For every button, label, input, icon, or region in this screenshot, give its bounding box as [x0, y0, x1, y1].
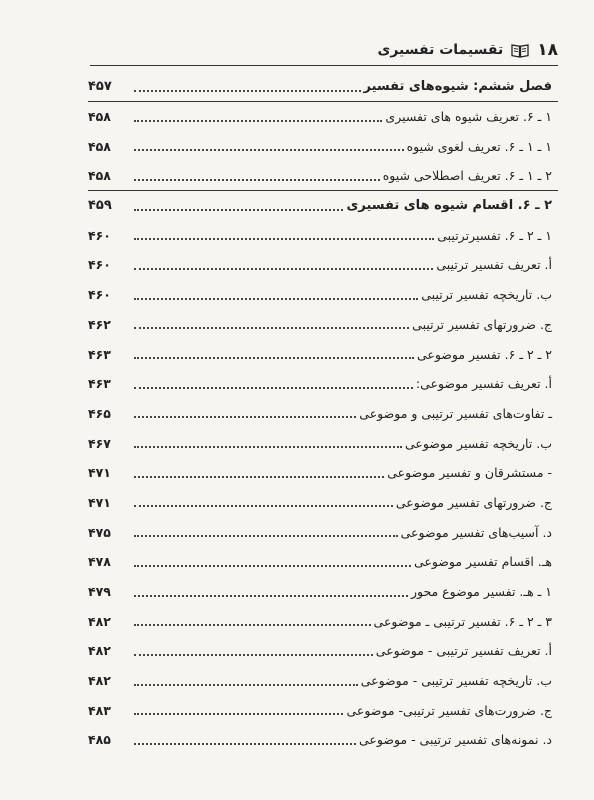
toc-entry-page-number: ۴۷۱	[88, 465, 111, 481]
toc-entry-title: ۲ ـ ۲ ـ ۶. تفسیر موضوعی	[416, 346, 552, 362]
page-number: ۱۸	[537, 40, 558, 60]
toc-entry	[88, 428, 558, 458]
toc-dot-leader	[134, 416, 356, 418]
toc-entry-page-number: ۴۶۳	[88, 376, 111, 392]
toc-entry	[88, 458, 558, 488]
toc-entry-page-number: ۴۶۳	[88, 346, 111, 362]
toc-dot-leader	[134, 654, 373, 656]
toc-entry-page-number: ۴۶۰	[88, 257, 111, 273]
toc-entry-page-number: ۴۵۹	[88, 198, 112, 214]
toc-entry	[88, 310, 558, 340]
toc-entry-title: ۳ ـ ۲ ـ ۶. تفسیر ترتیبی ـ موضوعی	[373, 613, 552, 629]
toc-entry-page-number: ۴۶۰	[88, 287, 111, 303]
toc-entry	[88, 636, 558, 666]
toc-dot-leader	[134, 179, 380, 181]
toc-entry	[88, 280, 558, 310]
toc-dot-leader	[134, 238, 434, 240]
toc-entry	[88, 666, 558, 696]
toc-entry-title: ۱ ـ ۶. تعریف شیوه های تفسیری	[385, 109, 552, 125]
toc-entry-title: ب. تاریخچه تفسیر ترتیبی	[421, 287, 552, 303]
toc-entry-title: فصل ششم: شیوه‌های تفسیر	[363, 79, 552, 95]
toc-dot-leader	[134, 357, 414, 359]
toc-entry-page-number: ۴۷۸	[88, 554, 111, 570]
toc-dot-leader	[134, 624, 371, 626]
toc-dot-leader	[134, 149, 404, 151]
toc-entry	[88, 606, 558, 636]
book-icon	[511, 43, 529, 58]
toc-entry-page-number: ۴۵۸	[88, 138, 111, 154]
toc-entry	[88, 517, 558, 547]
toc-entry-page-number: ۴۷۹	[88, 584, 111, 600]
toc-entry-title: - مستشرقان و تفسیر موضوعی	[387, 465, 552, 481]
toc-entry	[88, 72, 558, 102]
toc-entry-title: ۱ ـ ۲ ـ ۶. تفسیرترتیبی	[437, 227, 552, 243]
toc-entry	[88, 577, 558, 607]
toc-entry-title: ۲ ـ ۱ ـ ۶. تعریف اصطلاحی شیوه	[382, 168, 552, 184]
toc-entry	[88, 339, 558, 369]
toc-entry	[88, 725, 558, 755]
toc-dot-leader	[134, 90, 361, 92]
toc-entry	[88, 220, 558, 250]
toc-entry-title: ج. ضرورتهای تفسیر ترتیبی	[412, 316, 552, 332]
toc-entry-title: ۱ ـ ۱ ـ ۶. تعریف لغوی شیوه	[406, 138, 552, 154]
toc-dot-leader	[134, 505, 393, 507]
toc-entry	[88, 131, 558, 161]
toc-entry-page-number: ۴۵۷	[88, 79, 112, 95]
toc-entry-page-number: ۴۶۵	[88, 405, 111, 421]
toc-entry	[88, 399, 558, 429]
toc-dot-leader	[134, 327, 409, 329]
toc-entry-page-number: ۴۶۲	[88, 316, 111, 332]
toc-entry-page-number: ۴۸۵	[88, 732, 111, 748]
toc-entry	[88, 250, 558, 280]
toc-entry-title: ـ تفاوت‌های تفسیر ترتیبی و موضوعی	[359, 405, 552, 421]
toc-entry-title: ج. ضرورتهای تفسیر موضوعی	[395, 494, 552, 510]
toc-dot-leader	[134, 595, 408, 597]
header-divider	[90, 65, 558, 66]
running-title: تقسیمات تفسیری	[377, 42, 504, 58]
toc-entry-page-number: ۴۵۸	[88, 109, 111, 125]
table-of-contents	[88, 72, 558, 755]
toc-entry-title: أ. تعریف تفسیر ترتیبی - موضوعی	[375, 643, 552, 659]
toc-dot-leader	[134, 120, 382, 122]
toc-entry-page-number: ۴۵۸	[88, 168, 111, 184]
toc-entry-page-number: ۴۷۱	[88, 494, 111, 510]
toc-entry-page-number: ۴۷۵	[88, 524, 111, 540]
toc-entry	[88, 547, 558, 577]
toc-entry-page-number: ۴۸۲	[88, 673, 111, 689]
page-header	[90, 36, 558, 64]
toc-dot-leader	[134, 535, 398, 537]
toc-entry-title: ۲ ـ ۶. اقسام شیوه های تفسیری	[346, 198, 552, 214]
toc-entry	[88, 161, 558, 191]
toc-dot-leader	[134, 387, 413, 389]
toc-dot-leader	[134, 268, 433, 270]
toc-entry-page-number: ۴۸۳	[88, 702, 111, 718]
toc-entry-title: د. آسیب‌های تفسیر موضوعی	[400, 524, 552, 540]
toc-dot-leader	[134, 446, 402, 448]
toc-dot-leader	[134, 476, 384, 478]
toc-entry-title: ج. ضرورت‌های تفسیر ترتیبی- موضوعی	[346, 702, 552, 718]
toc-entry-title: ب. تاریخچه تفسیر ترتیبی - موضوعی	[360, 673, 552, 689]
toc-entry	[88, 369, 558, 399]
toc-entry	[88, 191, 558, 221]
toc-dot-leader	[134, 743, 356, 745]
toc-entry-title: هـ. اقسام تفسیر موضوعی	[413, 554, 552, 570]
toc-dot-leader	[134, 713, 343, 715]
toc-entry	[88, 695, 558, 725]
toc-dot-leader	[134, 209, 343, 211]
toc-dot-leader	[134, 298, 418, 300]
toc-dot-leader	[134, 565, 411, 567]
toc-entry-page-number: ۴۸۲	[88, 643, 111, 659]
toc-entry-title: أ. تعریف تفسیر ترتیبی	[436, 257, 552, 273]
toc-entry-title: د. نمونه‌های تفسیر ترتیبی - موضوعی	[359, 732, 552, 748]
toc-entry-page-number: ۴۸۲	[88, 613, 111, 629]
toc-dot-leader	[134, 684, 358, 686]
toc-entry-page-number: ۴۶۰	[88, 227, 111, 243]
toc-entry-page-number: ۴۶۷	[88, 435, 111, 451]
toc-entry	[88, 488, 558, 518]
toc-entry-title: ب. تاریخچه تفسیر موضوعی	[404, 435, 552, 451]
toc-entry	[88, 102, 558, 132]
toc-entry-title: أ. تعریف تفسیر موضوعی:	[415, 376, 552, 392]
toc-entry-title: ۱ ـ هـ. تفسیر موضوع محور	[410, 584, 552, 600]
